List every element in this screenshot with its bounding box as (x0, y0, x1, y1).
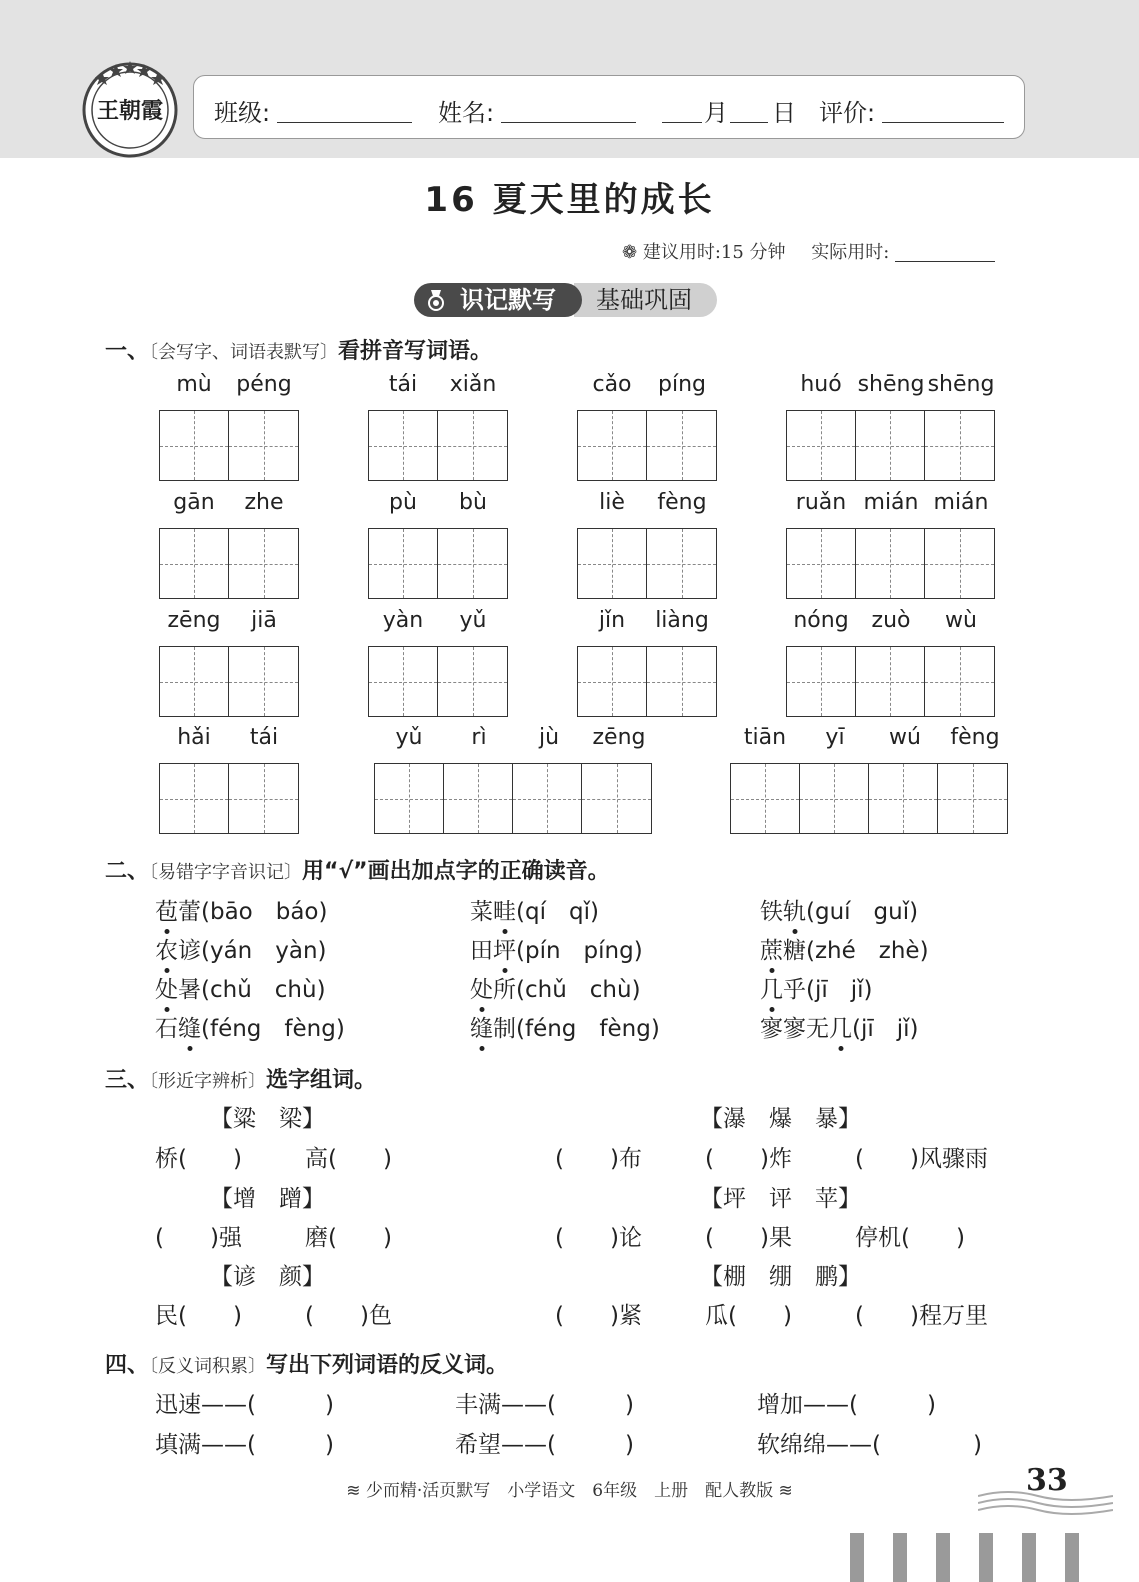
pinyin-syllable: wú (889, 725, 921, 750)
q1-heading (105, 334, 492, 365)
fill-blank-word[interactable]: 瓜( ) (705, 1303, 792, 1329)
word-text: 石 (155, 1016, 178, 1042)
writing-cell[interactable] (938, 764, 1007, 833)
name-field[interactable] (501, 98, 636, 123)
edge-stripe (893, 1533, 907, 1582)
medal-icon (426, 289, 446, 311)
q2-heading (105, 854, 610, 885)
fill-blank-word[interactable]: 高( ) (305, 1146, 392, 1172)
fill-blank-word[interactable]: 停机( ) (855, 1225, 965, 1251)
dotted-character: 缝 (178, 1010, 201, 1043)
student-info-box (193, 75, 1025, 139)
q2-instruction: 用“√”画出加点字的正确读音。 (302, 859, 610, 884)
pinyin-syllable: cǎo (592, 372, 632, 397)
writing-cell[interactable] (925, 647, 994, 716)
tianzige-boxes (159, 410, 299, 481)
q4-tag: 〔反义词积累〕 (149, 1356, 267, 1377)
wave-icon-left: ≋ (346, 1481, 366, 1501)
tianzige-boxes (730, 763, 1008, 834)
pinyin-options[interactable]: (chǔ chù) (201, 977, 326, 1003)
writing-cell[interactable] (578, 411, 647, 480)
pinyin-syllable: péng (236, 372, 292, 397)
writing-cell[interactable] (369, 647, 438, 716)
edge-stripe (1022, 1533, 1036, 1582)
day-field[interactable] (730, 98, 768, 123)
pinyin-syllable: pù (389, 490, 417, 515)
antonym-item[interactable]: 填满——( ) (155, 1432, 334, 1458)
day-label: 日 (772, 99, 796, 127)
dotted-character: 农 (155, 932, 178, 965)
page-number: 33 (1026, 1463, 1068, 1498)
pinyin-syllable: hǎi (177, 725, 211, 750)
pinyin-options[interactable]: (zhé zhè) (806, 938, 929, 964)
wave-icon-right: ≋ (773, 1481, 793, 1501)
word-text: 乎 (783, 977, 806, 1003)
reading-item (760, 893, 918, 926)
writing-cell[interactable] (160, 411, 229, 480)
tianzige-boxes (159, 528, 299, 599)
pinyin-options[interactable]: (qí qǐ) (516, 899, 599, 925)
footer-text: 少而精·活页默写 小学语文 6年级 上册 配人教版 (365, 1481, 774, 1501)
antonym-item[interactable]: 丰满——( ) (455, 1392, 634, 1418)
tianzige-boxes (159, 646, 299, 717)
suggested-time: 建议用时:15 分钟 (642, 242, 786, 263)
writing-cell[interactable] (160, 764, 229, 833)
tianzige-boxes (577, 528, 717, 599)
month-label: 月 (704, 99, 728, 127)
pinyin-syllable: ruǎn (795, 490, 847, 515)
writing-cell[interactable] (731, 764, 800, 833)
fill-blank-word[interactable]: ( )紧 (555, 1303, 642, 1329)
writing-cell[interactable] (438, 411, 507, 480)
q1-instruction: 看拼音写词语。 (338, 339, 493, 364)
pinyin-syllable: nóng (793, 608, 849, 633)
pinyin-options[interactable]: (féng fèng) (516, 1016, 660, 1042)
dotted-character: 处 (470, 971, 493, 1004)
reading-item (155, 971, 326, 1004)
char-options-left: 【粱 梁】 (210, 1106, 325, 1132)
word-text: 暑 (178, 977, 201, 1003)
writing-cell[interactable] (787, 529, 856, 598)
tianzige-boxes (786, 410, 995, 481)
pinyin-syllable: yǔ (395, 725, 423, 750)
pinyin-syllable: yàn (382, 608, 424, 633)
pinyin-syllable: tái (388, 372, 418, 397)
tianzige-boxes (374, 763, 652, 834)
char-options-left: 【增 蹭】 (210, 1186, 325, 1212)
word-text: 寥寥无 (760, 1016, 829, 1042)
q2-number: 二、 (105, 859, 150, 884)
fill-blank-word[interactable]: 民( ) (155, 1303, 242, 1329)
svg-text:王朝霞: 王朝霞 (96, 98, 164, 124)
pinyin-syllable: wù (945, 608, 977, 633)
pinyin-options[interactable]: (bāo báo) (201, 899, 328, 925)
writing-cell[interactable] (578, 647, 647, 716)
reading-item (155, 1010, 345, 1043)
antonym-item[interactable]: 增加——( ) (757, 1392, 936, 1418)
word-text: 制 (493, 1016, 516, 1042)
time-line (622, 238, 995, 264)
writing-cell[interactable] (787, 647, 856, 716)
q3-number: 三、 (105, 1068, 150, 1093)
eval-label: 评价: (819, 99, 876, 127)
pinyin-syllable: tiān (743, 725, 787, 750)
section-banner (414, 283, 717, 317)
fill-blank-word[interactable]: 桥( ) (155, 1146, 242, 1172)
pinyin-syllable: liàng (655, 608, 709, 633)
q4-heading (105, 1348, 508, 1379)
actual-time-label: 实际用时: (811, 242, 890, 263)
char-options-right: 【坪 评 苹】 (700, 1186, 861, 1212)
dotted-character: 处 (155, 971, 178, 1004)
writing-cell[interactable] (375, 764, 444, 833)
pinyin-syllable: mián (933, 490, 989, 515)
class-field[interactable] (277, 98, 412, 123)
fill-blank-word[interactable]: ( )果 (705, 1225, 792, 1251)
word-text: 谚 (178, 938, 201, 964)
pinyin-options[interactable]: (chǔ chù) (516, 977, 641, 1003)
banner-left: 识记默写 (414, 283, 582, 317)
q2-tag: 〔易错字字音识记〕 (149, 862, 303, 883)
writing-cell[interactable] (647, 529, 716, 598)
pinyin-syllable: yī (825, 725, 845, 750)
q3-instruction: 选字组词。 (266, 1068, 377, 1093)
writing-cell[interactable] (444, 764, 513, 833)
pinyin-syllable: bù (459, 490, 487, 515)
writing-cell[interactable] (578, 529, 647, 598)
pinyin-syllable: fèng (950, 725, 1000, 750)
tianzige-boxes (577, 646, 717, 717)
q3-heading (105, 1063, 376, 1094)
pinyin-syllable: fèng (657, 490, 707, 515)
tianzige-boxes (786, 646, 995, 717)
pinyin-syllable: shēng (927, 372, 995, 397)
fill-blank-word[interactable]: ( )布 (555, 1146, 642, 1172)
writing-cell[interactable] (925, 411, 994, 480)
pinyin-options[interactable]: (féng fèng) (201, 1016, 345, 1042)
pinyin-syllable: mián (863, 490, 919, 515)
reading-item (470, 971, 641, 1004)
reading-item (470, 932, 643, 965)
pinyin-syllable: zuò (871, 608, 911, 633)
pinyin-syllable: tái (249, 725, 279, 750)
antonym-item[interactable]: 希望——( ) (455, 1432, 634, 1458)
dotted-character: 苞 (155, 893, 178, 926)
pinyin-syllable: gān (173, 490, 215, 515)
writing-cell[interactable] (160, 647, 229, 716)
tianzige-boxes (368, 528, 508, 599)
edge-stripe (979, 1533, 993, 1582)
writing-cell[interactable] (369, 411, 438, 480)
writing-cell[interactable] (582, 764, 651, 833)
writing-cell[interactable] (229, 764, 298, 833)
page-title: 16 夏天里的成长 (424, 180, 715, 220)
tianzige-boxes (368, 410, 508, 481)
pinyin-syllable: rì (471, 725, 487, 750)
dotted-character: 几 (760, 971, 783, 1004)
writing-cell[interactable] (856, 411, 925, 480)
reading-item (470, 1010, 660, 1043)
writing-cell[interactable] (438, 529, 507, 598)
writing-cell[interactable] (647, 647, 716, 716)
pinyin-syllable: jiā (251, 608, 277, 633)
tianzige-boxes (786, 528, 995, 599)
writing-cell[interactable] (229, 411, 298, 480)
word-text: 所 (493, 977, 516, 1003)
word-text: 蕾 (178, 899, 201, 925)
reading-item (155, 893, 327, 926)
writing-cell[interactable] (513, 764, 582, 833)
fill-blank-word[interactable]: ( )风骤雨 (855, 1146, 988, 1172)
antonym-item[interactable]: 迅速——( ) (155, 1392, 334, 1418)
pinyin-syllable: huó (800, 372, 842, 397)
publisher-logo (80, 60, 180, 160)
banner-right: 基础巩固 (574, 283, 717, 317)
fill-blank-word[interactable]: ( )程万里 (855, 1303, 988, 1329)
clock-icon: ❁ (622, 242, 638, 263)
reading-item (155, 932, 327, 965)
dotted-character: 缝 (470, 1010, 493, 1043)
writing-cell[interactable] (229, 647, 298, 716)
actual-time-field[interactable] (895, 247, 995, 262)
tianzige-boxes (577, 410, 717, 481)
pinyin-syllable: píng (658, 372, 706, 397)
reading-item (760, 971, 873, 1004)
writing-cell[interactable] (856, 647, 925, 716)
fill-blank-word[interactable]: ( )炸 (705, 1146, 792, 1172)
dotted-character: 畦 (493, 893, 516, 926)
q4-instruction: 写出下列词语的反义词。 (266, 1353, 509, 1378)
q1-number: 一、 (105, 339, 150, 364)
word-text: 菜 (470, 899, 493, 925)
pinyin-options[interactable]: (guí guǐ) (806, 899, 919, 925)
tianzige-boxes (368, 646, 508, 717)
pinyin-syllable: zēng (592, 725, 646, 750)
q4-number: 四、 (105, 1353, 150, 1378)
q3-tag: 〔形近字辨析〕 (149, 1071, 267, 1092)
month-field[interactable] (662, 98, 702, 123)
q1-tag: 〔会写字、词语表默写〕 (149, 342, 339, 363)
pinyin-syllable: zēng (167, 608, 221, 633)
dotted-character: 坪 (493, 932, 516, 965)
pinyin-syllable: yǔ (459, 608, 487, 633)
pinyin-options[interactable]: (yán yàn) (201, 938, 327, 964)
writing-cell[interactable] (856, 529, 925, 598)
dotted-character: 蔗 (760, 932, 783, 965)
name-label: 姓名: (438, 99, 495, 127)
edge-stripe (1065, 1533, 1079, 1582)
pinyin-syllable: shēng (857, 372, 925, 397)
edge-stripe (936, 1533, 950, 1582)
word-text: 田 (470, 938, 493, 964)
writing-cell[interactable] (369, 529, 438, 598)
fill-blank-word[interactable]: ( )色 (305, 1303, 392, 1329)
char-options-right: 【瀑 爆 暴】 (700, 1106, 861, 1132)
pinyin-options[interactable]: (jī jǐ) (806, 977, 873, 1003)
writing-cell[interactable] (869, 764, 938, 833)
eval-field[interactable] (882, 98, 1004, 123)
pinyin-syllable: mù (176, 372, 212, 397)
pinyin-syllable: jù (538, 725, 560, 750)
writing-cell[interactable] (438, 647, 507, 716)
footer (0, 1476, 1139, 1501)
fill-blank-word[interactable]: 磨( ) (305, 1225, 392, 1251)
word-text: 铁 (760, 899, 783, 925)
reading-item (760, 932, 929, 965)
pinyin-syllable: zhe (244, 490, 284, 515)
edge-stripe (850, 1533, 864, 1582)
reading-item (760, 1010, 919, 1043)
pinyin-syllable: liè (599, 490, 625, 515)
writing-cell[interactable] (229, 529, 298, 598)
reading-item (470, 893, 599, 926)
char-options-right: 【棚 绷 鹏】 (700, 1264, 861, 1290)
writing-cell[interactable] (787, 411, 856, 480)
writing-cell[interactable] (647, 411, 716, 480)
char-options-left: 【谚 颜】 (210, 1264, 325, 1290)
tianzige-boxes (159, 763, 299, 834)
dotted-character: 几 (829, 1010, 852, 1043)
antonym-item[interactable]: 软绵绵——( ) (757, 1432, 982, 1458)
class-label: 班级: (214, 99, 271, 127)
pinyin-options[interactable]: (pín píng) (516, 938, 643, 964)
fill-blank-word[interactable]: ( )论 (555, 1225, 642, 1251)
pinyin-syllable: jǐn (598, 608, 626, 633)
dotted-character: 轨 (783, 893, 806, 926)
writing-cell[interactable] (160, 529, 229, 598)
writing-cell[interactable] (925, 529, 994, 598)
pinyin-options[interactable]: (jī jǐ) (852, 1016, 919, 1042)
word-text: 糖 (783, 938, 806, 964)
pinyin-syllable: xiǎn (449, 372, 497, 397)
fill-blank-word[interactable]: ( )强 (155, 1225, 242, 1251)
writing-cell[interactable] (800, 764, 869, 833)
